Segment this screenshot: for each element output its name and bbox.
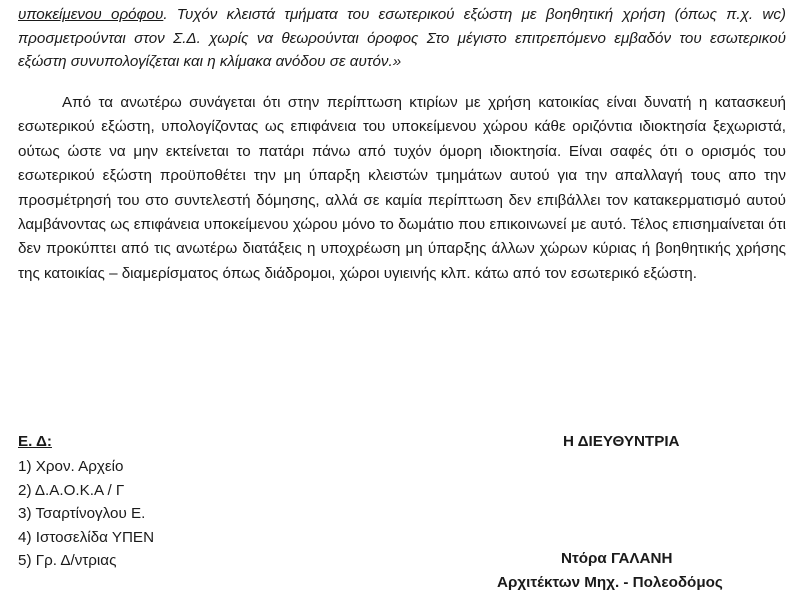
body-paragraph-text: Από τα ανωτέρω συνάγεται ότι στην περίπτωση κτιρίων με χρήση κατοικίας είναι δυνατή η κατασκευή εσωτερικού εξώστη, υπολογίζοντας ως επιφάνεια του υποκείμενου χώρου κάθε οριζόντια ιδιοκτησία ξεχωριστά, ούτως ώστε να μην εκτείνεται το πατάρι πάνω από τυχόν όμορη ιδιοκτησία. Είναι σαφές ότι ο ορισμός του εσωτερικού εξώστη προϋποθέτει την μη ύπαρξη κλειστών τμημάτων αυτού για την απαλλαγή τους απο την προσμέτρησή του στο συντελεστή δόμησης, αλλά σε καμία περίπτωση δεν επιβάλλει τον κατακερματισμό αυτού λαμβάνοντας ως επιφάνεια υποκείμενου χώρου μόνο το δωμάτιο που επικοινωνεί με αυτό. Τέλος επισημαίνεται ότι δεν προκύπτει από τις ανωτέρω διατάξεις η υποχρέωση μη ύπαρξης άλλων χώρων κύριας ή βοηθητικής χρήσης της κατοικίας – διαμερίσματος όπως διάδρομοι, χώροι υγιεινής κλπ. κάτω από τον εσωτερικό εξώστη.	[18, 94, 786, 282]
distribution-item: 3) Τσαρτίνογλου Ε.	[18, 505, 146, 522]
quoted-legal-text	[18, 3, 786, 74]
distribution-list	[18, 455, 154, 573]
signatory-role: Η ΔΙΕΥΘΥΝΤΡΙΑ	[563, 433, 680, 450]
signatory-name: Ντόρα ΓΑΛΑΝΗ	[561, 550, 673, 567]
quote-continuation: . Τυχόν κλειστά τμήματα του εσωτερικού εξώστη με βοηθητική χρήση (όπως π.χ. wc) προσμετρούνται στον Σ.Δ. χωρίς να θεωρούνται όροφος Στο μέγιστο επιτρεπόμενο εμβαδόν του εσωτερικού εξώστη συνυπολογίζεται και η κλίμακα ανόδου σε αυτόν.»	[18, 6, 786, 70]
distribution-item: 5) Γρ. Δ/ντριας	[18, 552, 117, 569]
distribution-item: 1) Χρον. Αρχείο	[18, 458, 124, 475]
distribution-item: 4) Ιστοσελίδα ΥΠΕΝ	[18, 528, 155, 546]
signatory-title: Αρχιτέκτων Μηχ. - Πολεοδόμος	[497, 574, 723, 591]
distribution-item: 2) Δ.Α.Ο.Κ.Α / Γ	[18, 481, 125, 499]
body-paragraph	[18, 91, 786, 286]
quote-underlined-lead: υποκείμενου ορόφου	[18, 6, 164, 23]
distribution-heading: Ε. Δ:	[18, 433, 52, 450]
